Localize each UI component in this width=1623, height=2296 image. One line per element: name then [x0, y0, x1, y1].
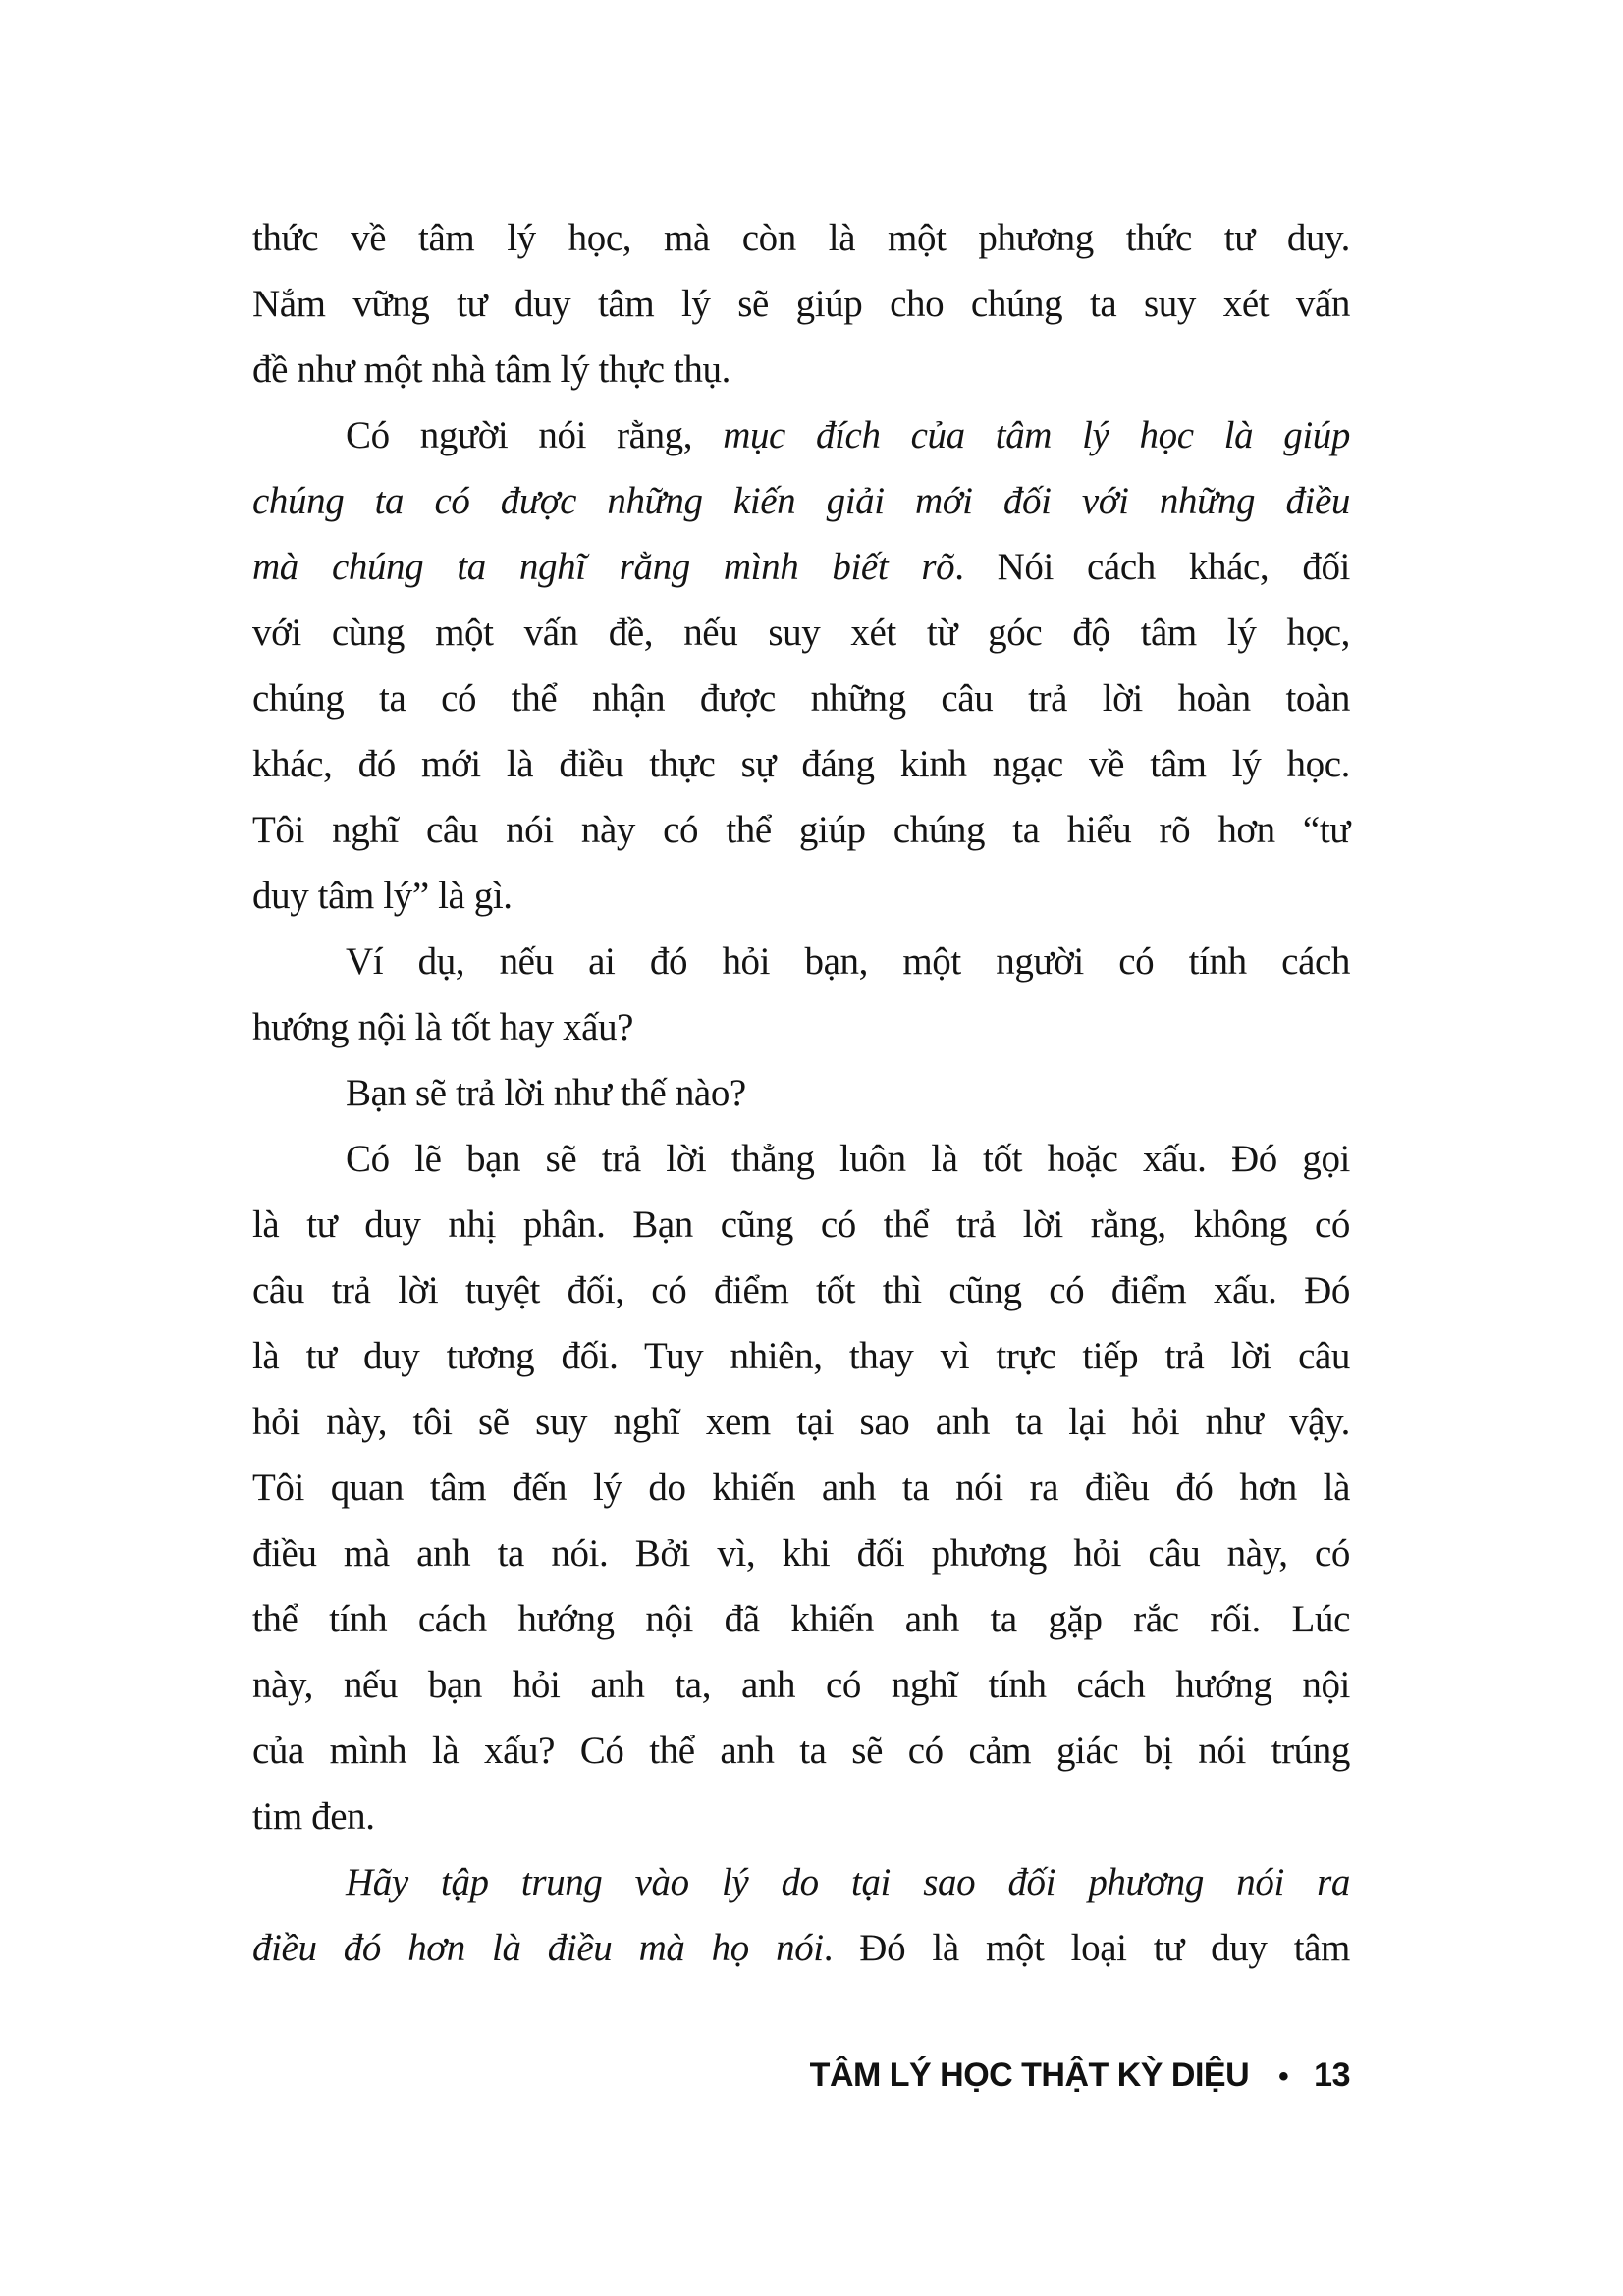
text-line [252, 994, 1350, 1060]
body-text-span: tim đen. [252, 1795, 375, 1838]
body-text-span: thể tính cách hướng nội đã khiến anh ta gặp rắc rối. Lúc [252, 1598, 1350, 1640]
text-line [252, 534, 1350, 600]
bullet-separator-icon: • [1278, 2060, 1289, 2093]
body-text-span: khác, đó mới là điều thực sự đáng kinh ngạc về tâm lý học. [252, 743, 1350, 785]
italic-text: mà chúng ta nghĩ rằng mình biết rõ [252, 546, 955, 588]
text-line [252, 271, 1350, 337]
text-line [252, 468, 1350, 534]
italic-text: chúng ta có được những kiến giải mới đối với những điều [252, 480, 1350, 522]
text-line [252, 337, 1350, 402]
body-text-span: với cùng một vấn đề, nếu suy xét từ góc độ tâm lý học, [252, 612, 1350, 654]
text-line [252, 1126, 1350, 1192]
body-text-span: thức về tâm lý học, mà còn là một phương thức tư duy. [252, 217, 1350, 259]
body-text-span: là tư duy nhị phân. Bạn cũng có thể trả lời rằng, không có [252, 1203, 1350, 1246]
body-text-span: Tôi nghĩ câu nói này có thể giúp chúng ta hiểu rõ hơn “tư [252, 809, 1350, 851]
text-line [252, 1521, 1350, 1586]
text-line [252, 1718, 1350, 1784]
body-text-span: này, nếu bạn hỏi anh ta, anh có nghĩ tính cách hướng nội [252, 1664, 1350, 1706]
body-text-span: duy tâm lý” là gì. [252, 875, 513, 917]
body-text-span: Nắm vững tư duy tâm lý sẽ giúp cho chúng ta suy xét vấn [252, 283, 1350, 325]
body-text-span: điều mà anh ta nói. Bởi vì, khi đối phương hỏi câu này, có [252, 1532, 1350, 1575]
body-text-span: đề như một nhà tâm lý thực thụ. [252, 348, 730, 391]
text-line [252, 929, 1350, 994]
body-text-span: câu trả lời tuyệt đối, có điểm tốt thì cũng có điểm xấu. Đó [252, 1269, 1350, 1311]
text-line [252, 1060, 1350, 1126]
text-line [252, 731, 1350, 797]
body-text-span: Ví dụ, nếu ai đó hỏi bạn, một người có tính cách [346, 940, 1350, 983]
text-line [252, 1784, 1350, 1849]
body-text-span: . Nói cách khác, đối [954, 546, 1350, 588]
italic-text: Hãy tập trung vào lý do tại sao đối phương nói ra [346, 1861, 1350, 1903]
italic-text: điều đó hơn là điều mà họ nói [252, 1927, 824, 1969]
body-text-span: Bạn sẽ trả lời như thế nào? [346, 1072, 746, 1114]
text-line [252, 205, 1350, 271]
body-text-span: là tư duy tương đối. Tuy nhiên, thay vì trực tiếp trả lời câu [252, 1335, 1350, 1377]
text-line [252, 1586, 1350, 1652]
page-footer [810, 2056, 1350, 2097]
text-line [252, 797, 1350, 863]
text-line [252, 863, 1350, 929]
body-text-span: hỏi này, tôi sẽ suy nghĩ xem tại sao anh ta lại hỏi như vậy. [252, 1401, 1350, 1443]
text-line [252, 1915, 1350, 1981]
text-line [252, 1455, 1350, 1521]
body-text-span: Có người nói rằng, [346, 414, 724, 456]
running-title: TÂM LÝ HỌC THẬT KỲ DIỆU [809, 2056, 1250, 2094]
body-text-span: hướng nội là tốt hay xấu? [252, 1006, 634, 1048]
text-line [252, 666, 1350, 731]
text-line [252, 1257, 1350, 1323]
body-text-span: Có lẽ bạn sẽ trả lời thẳng luôn là tốt hoặc xấu. Đó gọi [346, 1138, 1350, 1180]
text-line [252, 600, 1350, 666]
italic-text: mục đích của tâm lý học là giúp [723, 414, 1350, 456]
body-text-span: . Đó là một loại tư duy tâm [823, 1927, 1350, 1969]
body-text-span: Tôi quan tâm đến lý do khiến anh ta nói ra điều đó hơn là [252, 1467, 1350, 1509]
text-line [252, 1849, 1350, 1915]
text-line [252, 1323, 1350, 1389]
text-line [252, 1192, 1350, 1257]
text-line [252, 1389, 1350, 1455]
body-text-span: chúng ta có thể nhận được những câu trả lời hoàn toàn [252, 677, 1350, 720]
page-number: 13 [1314, 2056, 1350, 2094]
text-line [252, 402, 1350, 468]
text-line [252, 1652, 1350, 1718]
body-text-span: của mình là xấu? Có thể anh ta sẽ có cảm giác bị nói trúng [252, 1730, 1350, 1772]
body-text [252, 205, 1350, 1981]
